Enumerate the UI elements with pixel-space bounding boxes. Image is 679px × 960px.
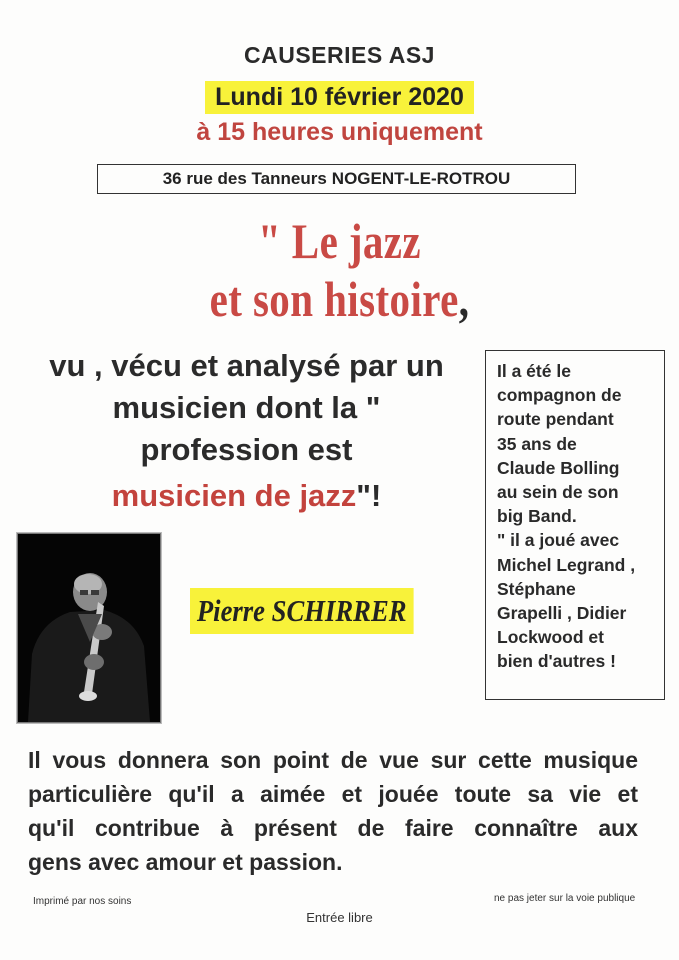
bio-line: Claude Bolling <box>497 457 620 478</box>
bio-line: Lockwood et <box>497 627 604 648</box>
subtitle-line-4 <box>10 475 483 517</box>
free-entry-note: Entrée libre <box>306 910 373 925</box>
bio-line: " il a joué avec <box>497 530 620 551</box>
subtitle-line-1: vu , vécu et analysé par un <box>49 348 444 383</box>
bio-line: 35 ans de <box>497 433 577 454</box>
bio-line: au sein de son <box>497 482 619 503</box>
speaker-banner <box>190 588 470 634</box>
description-line: Il vous donnera son point de vue sur cette musique <box>28 747 638 773</box>
address-city: NOGENT-LE-ROTROU <box>331 169 511 188</box>
bio-line: Stéphane <box>497 578 576 599</box>
talk-title-text: et son histoire <box>209 271 459 327</box>
subtitle-line-2: musicien dont la " <box>112 390 381 425</box>
description-line: gens avec amour et passion. <box>28 849 343 875</box>
event-series-title: CAUSERIES ASJ <box>244 42 435 68</box>
event-date: Lundi 10 février 2020 <box>205 81 474 114</box>
talk-title-line-1: " Le jazz <box>257 213 422 269</box>
speaker-name: Pierre SCHIRRER <box>190 588 413 634</box>
description-paragraph <box>28 743 638 879</box>
printed-by-note: Imprimé par nos soins <box>33 896 132 907</box>
bio-line: Grapelli , Didier <box>497 603 627 624</box>
bio-line: Michel Legrand , <box>497 554 636 575</box>
description-line: particulière qu'il a aimée et jouée toute sa vie et <box>28 781 638 807</box>
subtitle-line-3: profession est <box>140 432 353 467</box>
bio-line: big Band. <box>497 506 577 527</box>
musician-photo <box>17 533 161 723</box>
subtitle-end: "! <box>356 478 382 513</box>
address-box <box>97 164 576 194</box>
subtitle-highlight: musicien de jazz <box>111 478 357 513</box>
event-date-banner <box>0 81 679 114</box>
biography-box <box>485 350 665 700</box>
event-time: à 15 heures uniquement <box>196 118 483 146</box>
talk-title-comma: , <box>458 271 470 327</box>
bio-line: route pendant <box>497 409 614 430</box>
saxophonist-illustration <box>18 534 160 722</box>
litter-notice: ne pas jeter sur la voie publique <box>494 893 636 904</box>
bio-line: Il a été le <box>497 361 571 381</box>
address-street: 36 rue des Tanneurs <box>162 169 327 188</box>
talk-title-line-2 <box>61 270 618 328</box>
description-line: qu'il contribue à présent de faire connaître aux <box>28 815 638 841</box>
bio-line: compagnon de <box>497 385 622 406</box>
bio-line: bien d'autres ! <box>497 651 616 672</box>
